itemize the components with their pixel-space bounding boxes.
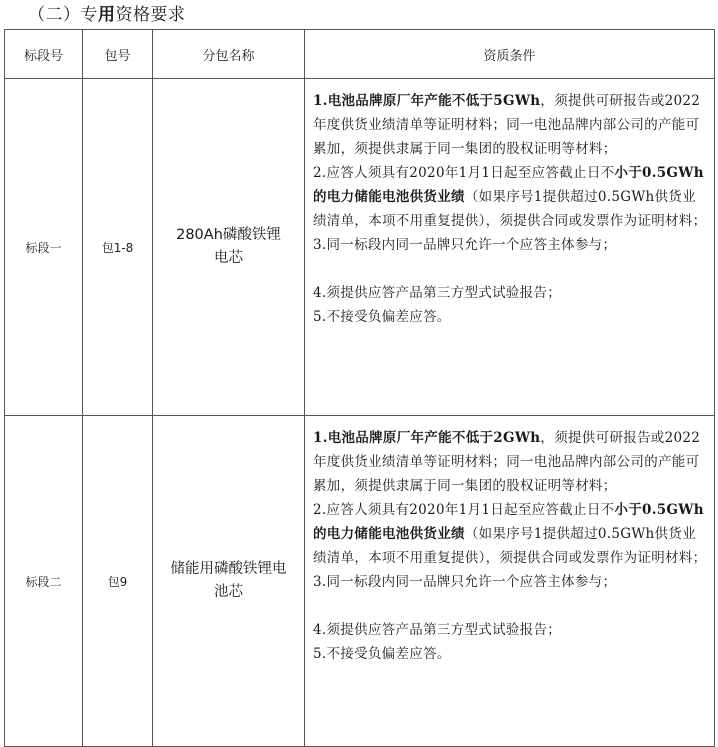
- qualification-2-pre: 2.应答人须具有2020年1月1日起至应答截止日不: [313, 165, 615, 181]
- qualification-item-2: [313, 498, 708, 570]
- package-cell: 包9: [83, 416, 153, 747]
- table-row: [5, 79, 715, 416]
- qualifications-cell: [305, 79, 715, 416]
- section-title-bold: 用: [98, 5, 116, 25]
- qualification-1-text: ，须提供可研报告或2022年度供货业绩清单等证明材料；同一电池品牌内部公司的产能可累加，须提供隶属于同一集团的股权证明等材料；: [313, 430, 701, 494]
- header-package-no: 包号: [83, 30, 153, 79]
- qualification-item-2: [313, 161, 708, 233]
- qualification-2-bold: 小于0.5GWh的电力储能电池供货业绩: [313, 502, 704, 542]
- qualification-item-5: 5.不接受负偏差应答。: [313, 309, 451, 325]
- qualification-item-4: 4.须提供应答产品第三方型式试验报告；: [313, 285, 562, 301]
- section-title-prefix: （二）专: [28, 5, 98, 25]
- qualification-2-bold: 小于0.5GWh的电力储能电池供货业绩: [313, 165, 704, 205]
- package-cell: 包1-8: [83, 79, 153, 416]
- table-row: [5, 416, 715, 747]
- qualification-item-5: 5.不接受负偏差应答。: [313, 646, 451, 662]
- header-qualifications: 资质条件: [305, 30, 715, 79]
- qualifications-cell: [305, 416, 715, 747]
- package-name-cell: 280Ah磷酸铁锂电芯: [153, 79, 305, 416]
- header-package-name: 分包名称: [153, 30, 305, 79]
- qualification-item-3: 3.同一标段内同一品牌只允许一个应答主体参与；: [313, 574, 617, 590]
- qualification-2-text: （如果序号1提供超过0.5GWh供货业绩清单，本项不用重复提供），须提供合同或发票作为证明材料；: [313, 189, 707, 229]
- qualification-1-bold: 1.电池品牌原厂年产能不低于2GWh: [313, 430, 541, 446]
- section-title: [28, 4, 186, 26]
- qualification-item-1: [313, 89, 708, 161]
- table-header-row: [5, 30, 715, 79]
- qualification-table: [4, 29, 715, 747]
- qualification-1-text: ，须提供可研报告或2022年度供货业绩清单等证明材料；同一电池品牌内部公司的产能可累加，须提供隶属于同一集团的股权证明等材料；: [313, 93, 701, 157]
- qualification-1-bold: 1.电池品牌原厂年产能不低于5GWh: [313, 93, 541, 109]
- section-cell: 标段一: [5, 79, 83, 416]
- qualification-item-3: 3.同一标段内同一品牌只允许一个应答主体参与；: [313, 237, 617, 253]
- qualification-item-4: 4.须提供应答产品第三方型式试验报告；: [313, 622, 562, 638]
- package-name-cell: 储能用磷酸铁锂电池芯: [153, 416, 305, 747]
- header-section-no: 标段号: [5, 30, 83, 79]
- qualification-2-pre: 2.应答人须具有2020年1月1日起至应答截止日不: [313, 502, 615, 518]
- qualification-item-1: [313, 426, 708, 498]
- qualification-2-text: （如果序号1提供超过0.5GWh供货业绩清单，本项不用重复提供），须提供合同或发票作为证明材料；: [313, 526, 707, 566]
- section-cell: 标段二: [5, 416, 83, 747]
- section-title-suffix: 资格要求: [115, 5, 186, 25]
